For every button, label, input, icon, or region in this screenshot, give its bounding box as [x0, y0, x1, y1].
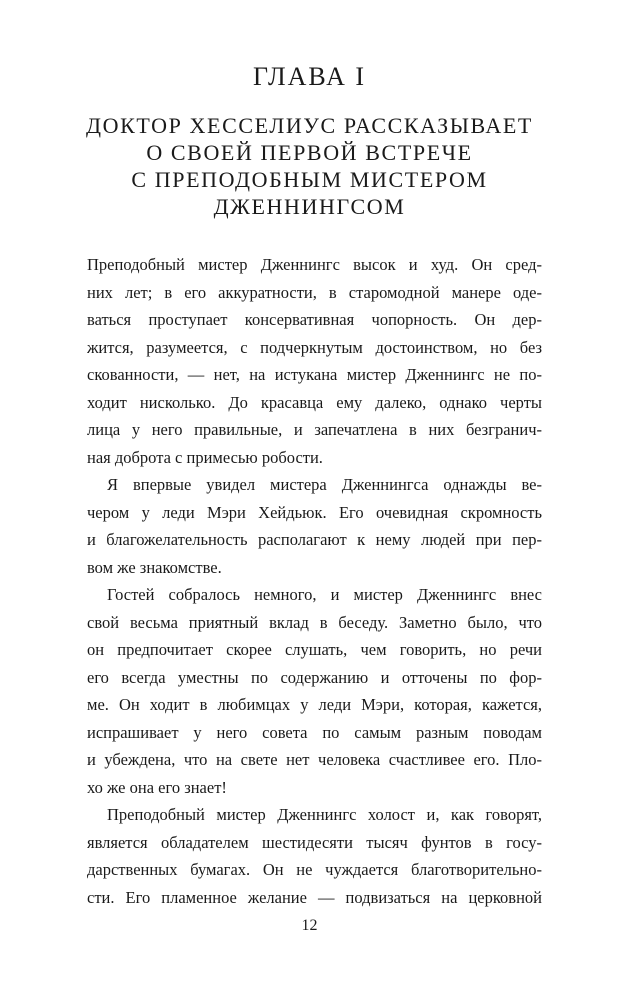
- page-number: 12: [301, 917, 318, 934]
- text-line: его всегда уместны по содержанию и отточены по фор-: [87, 667, 542, 687]
- text-line: ная доброта с примесью робости.: [87, 447, 323, 467]
- text-line: является обладателем шестидесяти тысяч фунтов в госу-: [87, 832, 542, 852]
- text-line: вом же знакомстве.: [87, 557, 222, 577]
- text-line: них лет; в его аккуратности, в старомодной манере оде-: [87, 282, 542, 302]
- chapter-subtitle-line: С ПРЕПОДОБНЫМ МИСТЕРОМ: [131, 167, 488, 192]
- chapter-subtitle: [60, 112, 559, 220]
- text-line: хо же она его знает!: [87, 777, 227, 797]
- text-line: жится, разумеется, с подчеркнутым достоинством, но без: [87, 337, 542, 357]
- text-line: испрашивает у него совета по самым разным поводам: [87, 722, 542, 742]
- text-line: и благожелательность располагают к нему людей при пер-: [87, 530, 542, 549]
- body-text: [87, 251, 542, 911]
- chapter-subtitle-line: ДЖЕННИНГСОМ: [213, 194, 406, 219]
- text-line: и убеждена, что на свете нет человека счастливее его. Пло-: [87, 750, 542, 769]
- chapter-title: ГЛАВА I: [252, 62, 367, 91]
- text-line: он предпочитает скорее слушать, чем говорить, но речи: [87, 640, 542, 659]
- chapter-subtitle-line: ДОКТОР ХЕССЕЛИУС РАССКАЗЫВАЕТ: [86, 113, 533, 138]
- text-line: ваться проступает консервативная чопорность. Он дер-: [87, 310, 542, 329]
- text-line: дарственных бумагах. Он не чуждается благотворительно-: [87, 860, 542, 879]
- text-line: сти. Его пламенное желание — подвизаться на церковной: [87, 887, 542, 907]
- text-line: свой весьма приятный вклад в беседу. Заметно было, что: [87, 612, 542, 632]
- text-line: Гостей собралось немного, и мистер Дженнингс внес: [107, 585, 542, 604]
- text-line: Преподобный мистер Дженнингс холост и, как говорят,: [107, 805, 542, 824]
- text-line: чером у леди Мэри Хейдьюк. Его очевидная скромность: [87, 502, 542, 522]
- chapter-subtitle-line: О СВОЕЙ ПЕРВОЙ ВСТРЕЧЕ: [146, 140, 473, 165]
- text-line: Преподобный мистер Дженнингс высок и худ. Он сред-: [87, 255, 542, 274]
- text-line: ходит нисколько. До красавца ему далеко, однако черты: [87, 392, 542, 412]
- text-line: лица у него правильные, и запечатлена в них безгранич-: [87, 420, 542, 439]
- text-line: ме. Он ходит в любимцах у леди Мэри, которая, кажется,: [87, 695, 542, 714]
- text-line: скованности, — нет, на истукана мистер Дженнингс не по-: [87, 365, 542, 384]
- text-line: Я впервые увидел мистера Дженнингса однажды ве-: [107, 475, 542, 494]
